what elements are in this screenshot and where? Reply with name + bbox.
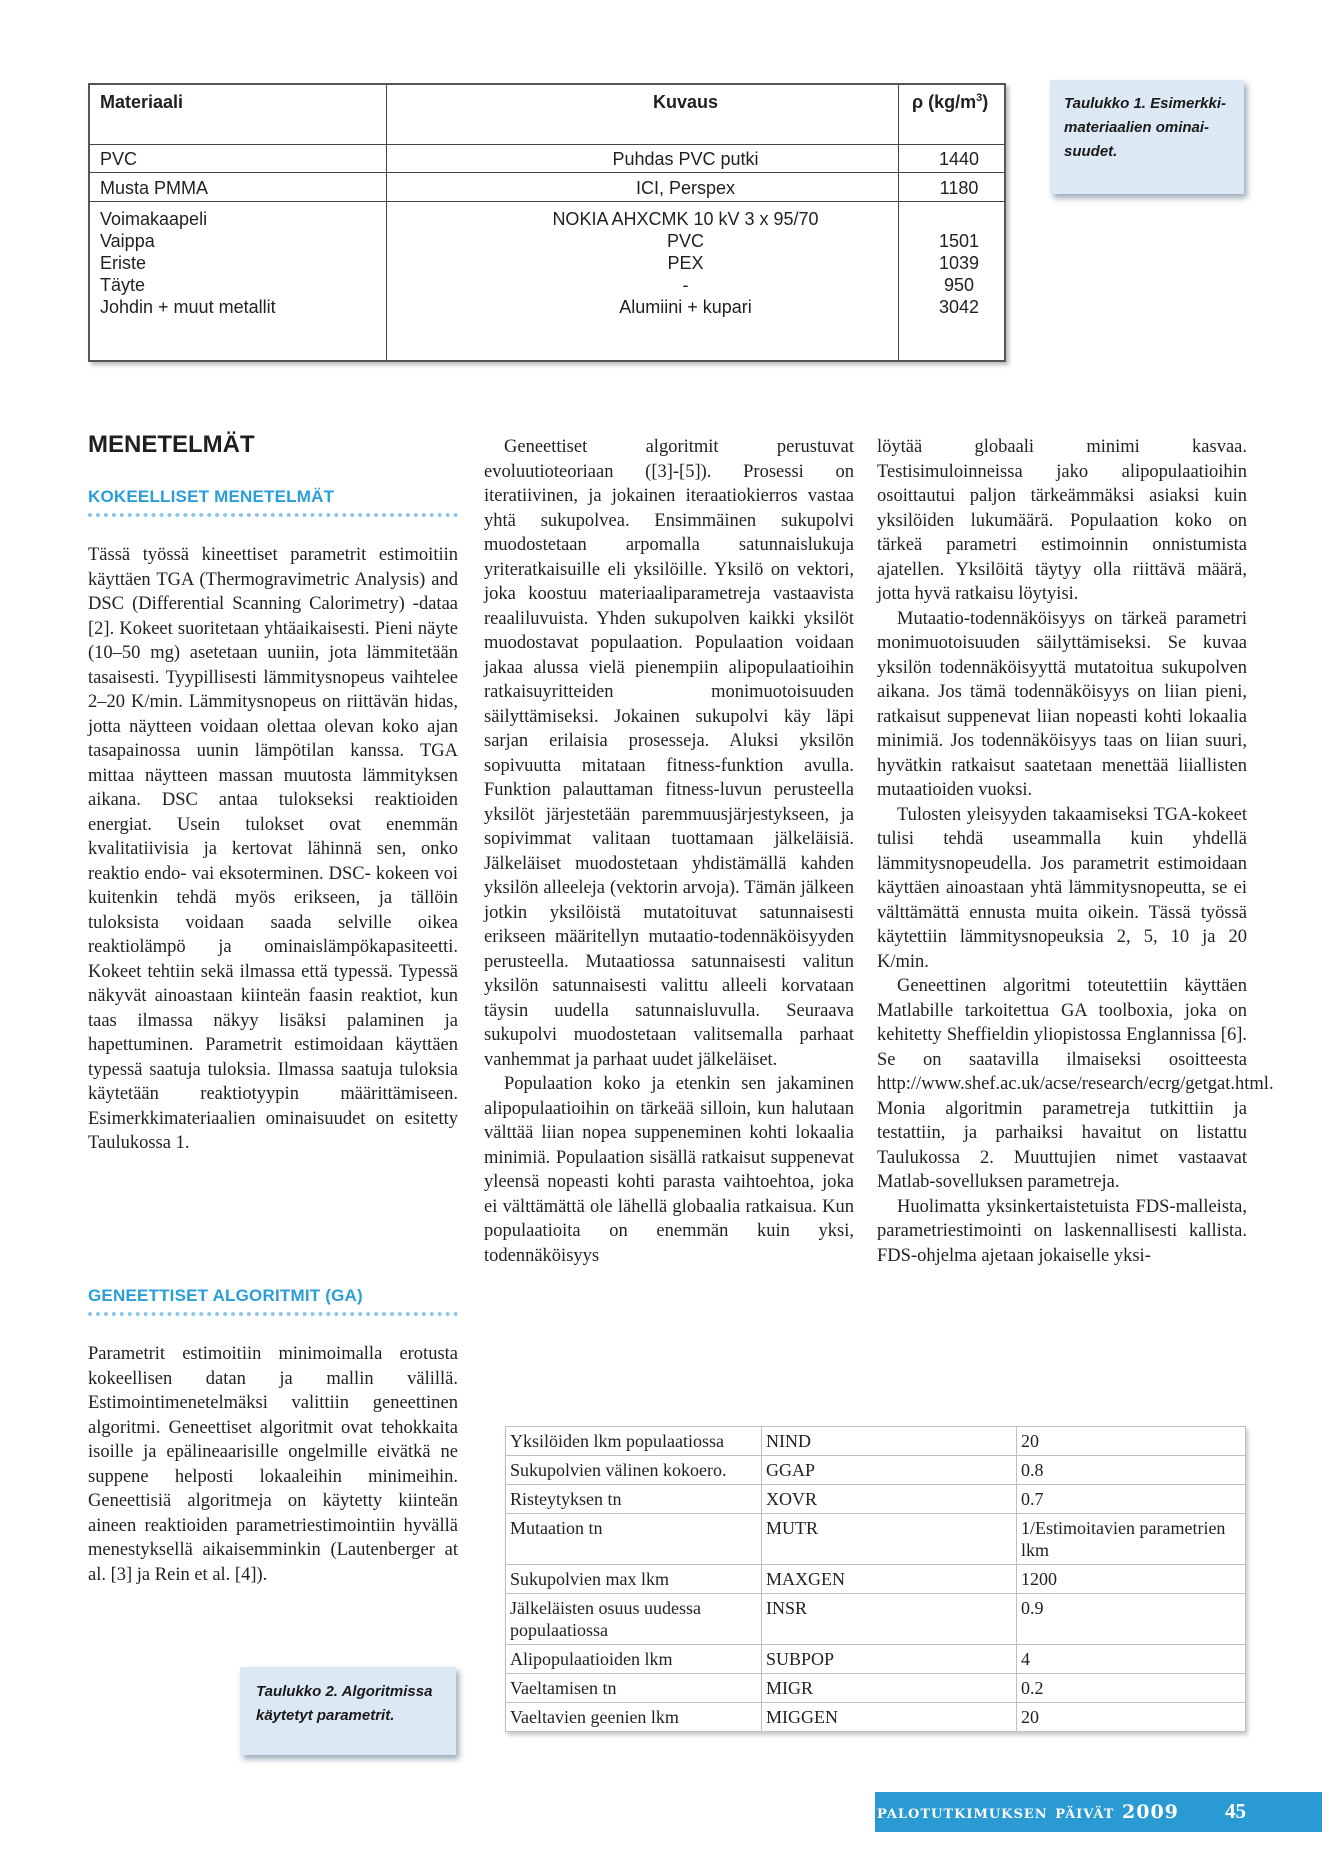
- table-cell: Vaeltamisen tn: [506, 1674, 762, 1703]
- table-cell: 0.2: [1017, 1674, 1246, 1703]
- table-cell: GGAP: [762, 1456, 1017, 1485]
- header-density: ρ $(kg/m^3)$: [912, 92, 989, 112]
- table-row: [506, 1485, 1246, 1514]
- text-column-3: [877, 435, 1274, 1268]
- table-cell: Alipopulaatioiden lkm: [506, 1645, 762, 1674]
- table-cell: NIND: [762, 1427, 1017, 1456]
- subsection-heading: KOKEELLISET MENETELMÄT: [88, 487, 335, 506]
- table-cell: MUTR: [762, 1514, 1017, 1565]
- table-cell: 0.7: [1017, 1485, 1246, 1514]
- header-materiaali: Materiaali: [100, 92, 184, 112]
- table-cell: Risteytyksen tn: [506, 1485, 762, 1514]
- table-cell: 20: [1017, 1703, 1246, 1732]
- table-row: [506, 1456, 1246, 1485]
- paragraph: Geneettiset algoritmit perustuvat evoluutioteoriaan ([3]-[5]). Prosessi on iteratiivinen, ja jokainen iteraatiokierros vastaa yhtä sukupolvea. Ensimmäinen sukupolvi muodostetaan arpomalla satunnaislukuja yriteratkaisuille eli yksilöille. Yksilö on vektori, joka koostuu materiaaliparametreja vastaavista reaaliluvuista. Yhden sukupolven kaikki yksilöt muodostavat populaation. Populaation voidaan jakaa alussa vielä pienempiin alipopulaatioihin ratkaisuyritteiden monimuotoisuuden säilyttämiseksi. Jokainen sukupolvi käy läpi sarjan erilaisia prosesseja. Aluksi yksilön sopivuutta mitataan fitness-funktion avulla. Funktion palauttaman fitness-luvun perusteella yksilöt järjestetään paremmuusjärjestykseen, ja sopivimmat valitaan tuottamaan jälkeläisiä. Jälkeläiset muodostetaan yhdistämällä kahden yksilön alleeleja (vektorin arvoja). Tämän jälkeen jotkin yksilöistä mutatoituvat satunnaisesti erikseen määritellyn mutaatio-todennäköisyyden perusteella. Mutaatiossa satunnaisesti valitun yksilön satunnaisesti valittu alleeli korvataan täysin uudella satunnaisluvulla. Seuraava sukupolvi muodostetaan valitsemalla parhaat vanhemmat ja parhaat uudet jälkeläiset.: [484, 437, 854, 1070]
- table-row: [506, 1674, 1246, 1703]
- text-column-1: [88, 543, 458, 1156]
- header-kuvaus: Kuvaus: [652, 92, 719, 112]
- footer-title: palotutkimuksen päivät 2009: [877, 1801, 1179, 1823]
- table-cell: MIGR: [762, 1674, 1017, 1703]
- table-cell: 0.9: [1017, 1594, 1246, 1645]
- table-row: [506, 1427, 1246, 1456]
- text-column-2: [484, 435, 854, 1268]
- table-cell: Mutaation tn: [506, 1514, 762, 1565]
- table-cell: 0.8: [1017, 1456, 1246, 1485]
- table-cell: Jälkeläisten osuus uudessa populaatiossa: [506, 1594, 762, 1645]
- table-cell: 1180: [939, 178, 979, 198]
- section-title: MENETELMÄT: [88, 431, 255, 458]
- subsection-heading: GENEETTISET ALGORITMIT (GA): [88, 1286, 363, 1305]
- table-cell: 1200: [1017, 1565, 1246, 1594]
- paragraph: Huolimatta yksinkertaistetuista FDS-malleista, parametriestimointi on laskennallisesti kallista. FDS-ohjelma ajetaan jokaiselle yksi-: [877, 1196, 1247, 1266]
- paragraph: Tulosten yleisyyden takaamiseksi TGA-kokeet tulisi tehdä useammalla kuin yhdellä lämmitysnopeudella. Jos parametrit estimoidaan käyttäen ainoastaan yhtä lämmitysnopeutta, se ei välttämättä ennusta muita oikein. Tässä työssä käytettiin lämmitysnopeuksia 2, 5, 10 ja 20 K/min.: [877, 804, 1247, 972]
- table-cell: NOKIA AHXCMK 10 kV 3 x 95/70 PVC PEX - Alumiini + kupari: [552, 209, 819, 317]
- table-cell: INSR: [762, 1594, 1017, 1645]
- paragraph: Geneettinen algoritmi toteutettiin käyttäen Matlabille tarkoitettua GA toolboxia, joka on kehitetty Sheffieldin yliopistossa Englannissa [6]. Se on saatavilla ilmaiseksi osoitteesta http://www.shef.ac.uk/acse/research/ecrg/getgat.html. Monia algoritmin parametreja tutkittiin ja testattiin, ja parhaiksi havaitut on listattu Taulukossa 2. Muuttujien nimet vastaavat Matlab-sovelluksen parametreja.: [877, 976, 1274, 1192]
- table-cell: 4: [1017, 1645, 1246, 1674]
- table-cell: Musta PMMA: [100, 178, 209, 198]
- paragraph: löytää globaali minimi kasvaa. Testisimuloinneissa jako alipopulaatioihin osoittautui paljon tärkeämmäksi asiaksi kuin yksilöiden lukumäärä. Populaation koko on tärkeä parametri estimoinnin onnistumista ajatellen. Yksilöitä täytyy olla riittävä määrä, jotta hyvä ratkaisu löytyisi.: [877, 437, 1247, 604]
- table-row: [506, 1703, 1246, 1732]
- paragraph: Parametrit estimoitiin minimoimalla erotusta kokeellisen datan ja mallin välillä. Estimointimenetelmäksi valittiin geneettinen algoritmi. Geneettiset algoritmit ovat tehokkaita isoille ja epälineaarisille ongelmille eivätkä ne suppene helposti lokaaleihin minimeihin. Geneettisiä algoritmeja on käytetty kiinteän aineen reaktioiden parametriestimointiin hyvällä menestyksellä aikaisemminkin (Lautenberger at al. [3] ja Rein et al. [4]).: [88, 1344, 458, 1585]
- table-row: [506, 1565, 1246, 1594]
- table-cell: Puhdas PVC putki: [612, 149, 759, 169]
- table-cell: XOVR: [762, 1485, 1017, 1514]
- table-cell: 1/Estimoitavien parametrien lkm: [1017, 1514, 1246, 1565]
- page-number: 45: [1225, 1799, 1246, 1823]
- table-row: [506, 1645, 1246, 1674]
- table-cell: Yksilöiden lkm populaatiossa: [506, 1427, 762, 1456]
- table-cell: 20: [1017, 1427, 1246, 1456]
- table2-caption: Taulukko 2. Algoritmissa käytetyt parametrit.: [240, 1667, 456, 1755]
- table-cell: 1501 1039 950 3042: [938, 231, 980, 317]
- table-cell: Voimakaapeli Vaippa Eriste Täyte Johdin + muut metallit: [100, 209, 276, 317]
- heading-divider: [88, 513, 458, 517]
- table-cell: Sukupolvien välinen kokoero.: [506, 1456, 762, 1485]
- table-cell: PVC: [100, 149, 138, 169]
- table-cell: MAXGEN: [762, 1565, 1017, 1594]
- table-cell: Sukupolvien max lkm: [506, 1565, 762, 1594]
- table-cell: MIGGEN: [762, 1703, 1017, 1732]
- table1-caption: Taulukko 1. Esimerkki-materiaalien ominai-suudet.: [1050, 80, 1244, 194]
- heading-divider: [88, 1312, 458, 1316]
- paragraph: Populaation koko ja etenkin sen jakaminen alipopulaatioihin on tärkeää silloin, kun halutaan välttää liian nopea suppeneminen kohti lokaalia minimiä. Populaation sisällä ratkaisut suppenevat yleensä nopeasti kohti parasta vaihtoehtoa, joka ei välttämättä ole lähellä globaalia ratkaisua. Kun populaatioita on enemmän kuin yksi, todennäköisyys: [484, 1074, 854, 1266]
- paragraph: Tässä työssä kineettiset parametrit estimoitiin käyttäen TGA (Thermogravimetric Analysis) and DSC (Differential Scanning Calorimetry) -dataa [2]. Kokeet suoritetaan yhtäaikaisesti. Pieni näyte (10–50 mg) asetetaan uuniin, jota lämmitetään tasaisesti. Tyypillisesti lämmitysnopeus vaihtelee 2–20 K/min. Lämmitysnopeus on riittävän hidas, jotta näytteen voidaan olettaa olevan koko ajan tasapainossa uunin lämpötilan kanssa. TGA mittaa näytteen massan muutosta lämmityksen aikana. DSC antaa tulokseksi reaktioiden energiat. Usein tulokset ovat enemmän kvalitatiivisia ja kertovat lähinnä sen, onko reaktio endo- vai eksoterminen. DSC- kokeen voi kuitenkin tehdä myös erikseen, ja tällöin tuloksista voidaan saada selville oikea reaktiolämpö ja ominaislämpökapasiteetti. Kokeet tehtiin sekä ilmassa että typessä. Typessä näkyvät ainoastaan kiinteän faasin reaktiot, kun taas ilmassa näkyy lisäksi palaminen ja hapettuminen. Parametrit estimoidaan käyttäen typessä saatuja tuloksia. Ilmassa saatuja tuloksia käytetään reaktiotyypin määrittämiseen. Esimerkkimateriaalien ominaisuudet on esitetty Taulukossa 1.: [88, 545, 458, 1153]
- table-row: [506, 1514, 1246, 1565]
- table-cell: Vaeltavien geenien lkm: [506, 1703, 762, 1732]
- materials-table: [88, 83, 1006, 362]
- table-row: [506, 1594, 1246, 1645]
- table-cell: 1440: [938, 149, 980, 169]
- parameters-table: [505, 1426, 1246, 1732]
- table-cell: SUBPOP: [762, 1645, 1017, 1674]
- table-cell: ICI, Perspex: [635, 178, 736, 198]
- text-column-1b: [88, 1342, 458, 1587]
- paragraph: Mutaatio-todennäköisyys on tärkeä parametri monimuotoisuuden säilyttämiseksi. Se kuvaa yksilön todennäköisyyttä mutatoitua sukupolven aikana. Jos tämä todennäköisyys on liian pieni, ratkaisut suppenevat liian nopeasti kohti lokaalia minimiä. Jos todennäköisyys taas on liian suuri, hyvätkin ratkaisut saatetaan menettää liiallisten mutaatioiden vuoksi.: [877, 608, 1247, 800]
- page-footer: [875, 1792, 1322, 1832]
